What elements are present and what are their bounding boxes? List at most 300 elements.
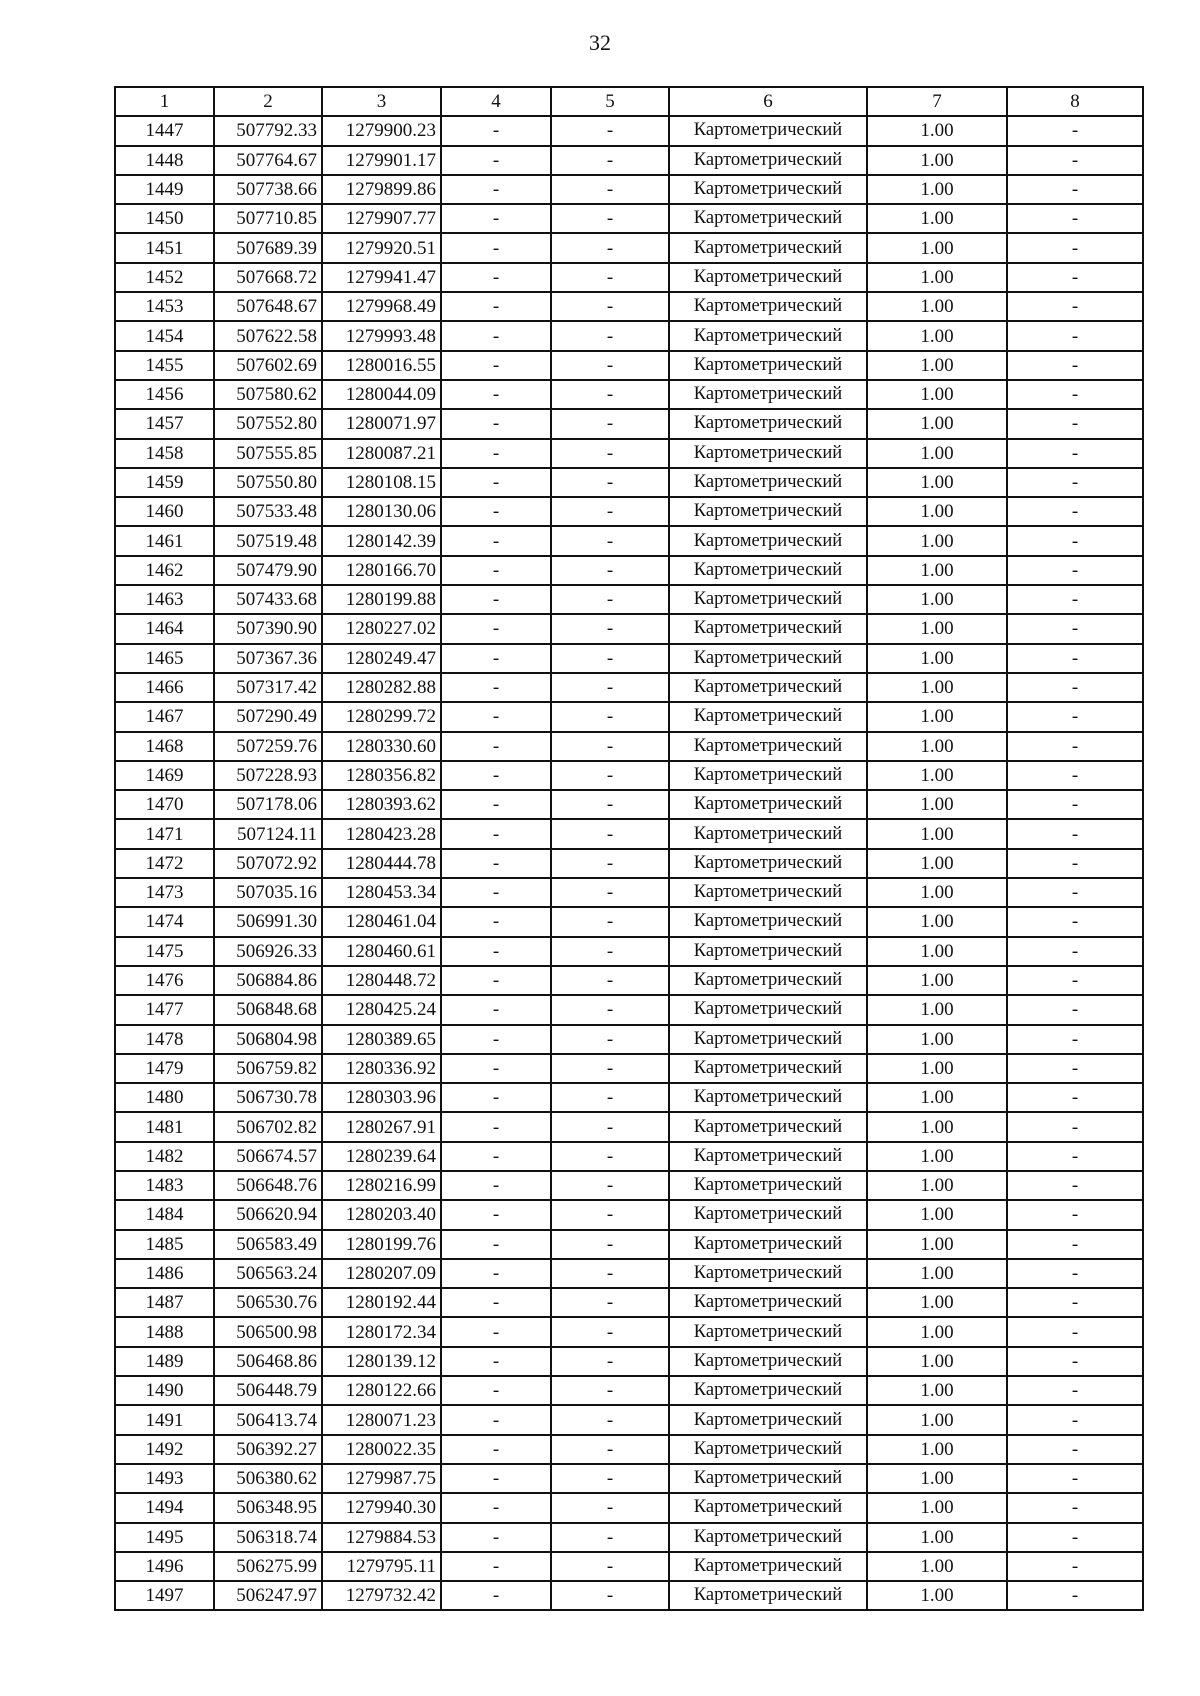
method-cell: Картометрический: [669, 761, 867, 790]
column-header: 8: [1007, 87, 1143, 116]
table-row: [115, 204, 1143, 233]
column-8-cell: -: [1007, 321, 1143, 350]
x-coordinate-cell: 507367.36: [214, 644, 322, 673]
table-row: [115, 849, 1143, 878]
table-row: [115, 732, 1143, 761]
accuracy-cell: 1.00: [867, 292, 1007, 321]
column-header: 3: [322, 87, 441, 116]
y-coordinate-cell: 1280199.76: [322, 1230, 441, 1259]
column-8-cell: -: [1007, 468, 1143, 497]
table-row: [115, 1552, 1143, 1581]
x-coordinate-cell: 506348.95: [214, 1493, 322, 1522]
point-number-cell: 1456: [115, 380, 214, 409]
accuracy-cell: 1.00: [867, 1523, 1007, 1552]
column-4-cell: -: [441, 526, 551, 555]
column-header: 4: [441, 87, 551, 116]
x-coordinate-cell: 507228.93: [214, 761, 322, 790]
method-cell: Картометрический: [669, 146, 867, 175]
table-row: [115, 146, 1143, 175]
point-number-cell: 1475: [115, 937, 214, 966]
x-coordinate-cell: 507433.68: [214, 585, 322, 614]
y-coordinate-cell: 1280249.47: [322, 644, 441, 673]
point-number-cell: 1447: [115, 116, 214, 145]
coordinates-table: [114, 86, 1144, 1611]
accuracy-cell: 1.00: [867, 526, 1007, 555]
accuracy-cell: 1.00: [867, 1288, 1007, 1317]
point-number-cell: 1478: [115, 1025, 214, 1054]
column-5-cell: -: [551, 233, 669, 262]
column-5-cell: -: [551, 1259, 669, 1288]
y-coordinate-cell: 1280239.64: [322, 1142, 441, 1171]
accuracy-cell: 1.00: [867, 732, 1007, 761]
x-coordinate-cell: 506884.86: [214, 966, 322, 995]
point-number-cell: 1463: [115, 585, 214, 614]
column-5-cell: -: [551, 1083, 669, 1112]
point-number-cell: 1487: [115, 1288, 214, 1317]
y-coordinate-cell: 1280122.66: [322, 1376, 441, 1405]
method-cell: Картометрический: [669, 1025, 867, 1054]
table-row: [115, 1230, 1143, 1259]
column-4-cell: -: [441, 1171, 551, 1200]
column-8-cell: -: [1007, 907, 1143, 936]
column-8-cell: -: [1007, 204, 1143, 233]
column-8-cell: -: [1007, 878, 1143, 907]
method-cell: Картометрический: [669, 204, 867, 233]
accuracy-cell: 1.00: [867, 439, 1007, 468]
point-number-cell: 1470: [115, 790, 214, 819]
column-8-cell: -: [1007, 995, 1143, 1024]
x-coordinate-cell: 506500.98: [214, 1317, 322, 1346]
table-row: [115, 995, 1143, 1024]
point-number-cell: 1493: [115, 1464, 214, 1493]
column-5-cell: -: [551, 1025, 669, 1054]
method-cell: Картометрический: [669, 351, 867, 380]
method-cell: Картометрический: [669, 819, 867, 848]
column-5-cell: -: [551, 1581, 669, 1610]
point-number-cell: 1471: [115, 819, 214, 848]
x-coordinate-cell: 507533.48: [214, 497, 322, 526]
point-number-cell: 1483: [115, 1171, 214, 1200]
column-5-cell: -: [551, 1230, 669, 1259]
point-number-cell: 1479: [115, 1054, 214, 1083]
table-row: [115, 673, 1143, 702]
column-4-cell: -: [441, 351, 551, 380]
point-number-cell: 1480: [115, 1083, 214, 1112]
accuracy-cell: 1.00: [867, 644, 1007, 673]
method-cell: Картометрический: [669, 1288, 867, 1317]
column-8-cell: -: [1007, 1171, 1143, 1200]
point-number-cell: 1452: [115, 263, 214, 292]
table-row: [115, 1171, 1143, 1200]
table-row: [115, 1523, 1143, 1552]
y-coordinate-cell: 1279884.53: [322, 1523, 441, 1552]
point-number-cell: 1489: [115, 1347, 214, 1376]
column-8-cell: -: [1007, 1581, 1143, 1610]
y-coordinate-cell: 1280071.97: [322, 409, 441, 438]
column-8-cell: -: [1007, 644, 1143, 673]
column-4-cell: -: [441, 1523, 551, 1552]
column-5-cell: -: [551, 937, 669, 966]
x-coordinate-cell: 507124.11: [214, 819, 322, 848]
accuracy-cell: 1.00: [867, 995, 1007, 1024]
x-coordinate-cell: 506702.82: [214, 1112, 322, 1141]
column-8-cell: -: [1007, 1523, 1143, 1552]
column-5-cell: -: [551, 1200, 669, 1229]
column-8-cell: -: [1007, 1376, 1143, 1405]
method-cell: Картометрический: [669, 1083, 867, 1112]
column-4-cell: -: [441, 819, 551, 848]
x-coordinate-cell: 507689.39: [214, 233, 322, 262]
point-number-cell: 1494: [115, 1493, 214, 1522]
accuracy-cell: 1.00: [867, 1464, 1007, 1493]
method-cell: Картометрический: [669, 1200, 867, 1229]
y-coordinate-cell: 1280303.96: [322, 1083, 441, 1112]
accuracy-cell: 1.00: [867, 556, 1007, 585]
column-8-cell: -: [1007, 849, 1143, 878]
column-8-cell: -: [1007, 146, 1143, 175]
table-row: [115, 1083, 1143, 1112]
column-4-cell: -: [441, 1142, 551, 1171]
table-row: [115, 380, 1143, 409]
y-coordinate-cell: 1279940.30: [322, 1493, 441, 1522]
point-number-cell: 1490: [115, 1376, 214, 1405]
x-coordinate-cell: 506392.27: [214, 1435, 322, 1464]
column-4-cell: -: [441, 585, 551, 614]
x-coordinate-cell: 507390.90: [214, 614, 322, 643]
column-8-cell: -: [1007, 1288, 1143, 1317]
column-5-cell: -: [551, 409, 669, 438]
y-coordinate-cell: 1280172.34: [322, 1317, 441, 1346]
y-coordinate-cell: 1280423.28: [322, 819, 441, 848]
accuracy-cell: 1.00: [867, 790, 1007, 819]
accuracy-cell: 1.00: [867, 204, 1007, 233]
column-header: 7: [867, 87, 1007, 116]
header-row: [115, 87, 1143, 116]
point-number-cell: 1459: [115, 468, 214, 497]
column-8-cell: -: [1007, 409, 1143, 438]
x-coordinate-cell: 506413.74: [214, 1405, 322, 1434]
point-number-cell: 1485: [115, 1230, 214, 1259]
method-cell: Картометрический: [669, 468, 867, 497]
y-coordinate-cell: 1279907.77: [322, 204, 441, 233]
column-8-cell: -: [1007, 673, 1143, 702]
method-cell: Картометрический: [669, 1259, 867, 1288]
table-row: [115, 878, 1143, 907]
column-5-cell: -: [551, 614, 669, 643]
method-cell: Картометрический: [669, 439, 867, 468]
column-5-cell: -: [551, 1347, 669, 1376]
column-4-cell: -: [441, 1317, 551, 1346]
method-cell: Картометрический: [669, 263, 867, 292]
column-4-cell: -: [441, 1112, 551, 1141]
table-row: [115, 1581, 1143, 1610]
method-cell: Картометрический: [669, 497, 867, 526]
accuracy-cell: 1.00: [867, 1200, 1007, 1229]
column-8-cell: -: [1007, 116, 1143, 145]
method-cell: Картометрический: [669, 585, 867, 614]
x-coordinate-cell: 506759.82: [214, 1054, 322, 1083]
column-4-cell: -: [441, 1376, 551, 1405]
column-5-cell: -: [551, 321, 669, 350]
method-cell: Картометрический: [669, 321, 867, 350]
x-coordinate-cell: 507479.90: [214, 556, 322, 585]
column-4-cell: -: [441, 702, 551, 731]
column-5-cell: -: [551, 819, 669, 848]
y-coordinate-cell: 1280267.91: [322, 1112, 441, 1141]
column-4-cell: -: [441, 146, 551, 175]
column-4-cell: -: [441, 1054, 551, 1083]
point-number-cell: 1461: [115, 526, 214, 555]
column-4-cell: -: [441, 849, 551, 878]
point-number-cell: 1492: [115, 1435, 214, 1464]
method-cell: Картометрический: [669, 1493, 867, 1522]
x-coordinate-cell: 506275.99: [214, 1552, 322, 1581]
column-8-cell: -: [1007, 1493, 1143, 1522]
table-body: [115, 116, 1143, 1610]
x-coordinate-cell: 506318.74: [214, 1523, 322, 1552]
method-cell: Картометрический: [669, 1523, 867, 1552]
column-4-cell: -: [441, 1025, 551, 1054]
x-coordinate-cell: 506620.94: [214, 1200, 322, 1229]
method-cell: Картометрический: [669, 233, 867, 262]
method-cell: Картометрический: [669, 673, 867, 702]
x-coordinate-cell: 507668.72: [214, 263, 322, 292]
table-row: [115, 819, 1143, 848]
column-5-cell: -: [551, 790, 669, 819]
method-cell: Картометрический: [669, 175, 867, 204]
column-5-cell: -: [551, 907, 669, 936]
y-coordinate-cell: 1279900.23: [322, 116, 441, 145]
y-coordinate-cell: 1280282.88: [322, 673, 441, 702]
method-cell: Картометрический: [669, 1552, 867, 1581]
accuracy-cell: 1.00: [867, 1230, 1007, 1259]
column-5-cell: -: [551, 146, 669, 175]
y-coordinate-cell: 1280166.70: [322, 556, 441, 585]
accuracy-cell: 1.00: [867, 233, 1007, 262]
point-number-cell: 1464: [115, 614, 214, 643]
column-4-cell: -: [441, 937, 551, 966]
accuracy-cell: 1.00: [867, 497, 1007, 526]
point-number-cell: 1457: [115, 409, 214, 438]
point-number-cell: 1453: [115, 292, 214, 321]
method-cell: Картометрический: [669, 1464, 867, 1493]
point-number-cell: 1454: [115, 321, 214, 350]
column-header: 1: [115, 87, 214, 116]
column-8-cell: -: [1007, 1435, 1143, 1464]
table-row: [115, 468, 1143, 497]
method-cell: Картометрический: [669, 1376, 867, 1405]
table-row: [115, 1376, 1143, 1405]
x-coordinate-cell: 506448.79: [214, 1376, 322, 1405]
point-number-cell: 1468: [115, 732, 214, 761]
table-row: [115, 761, 1143, 790]
table-row: [115, 702, 1143, 731]
y-coordinate-cell: 1280448.72: [322, 966, 441, 995]
x-coordinate-cell: 506530.76: [214, 1288, 322, 1317]
accuracy-cell: 1.00: [867, 468, 1007, 497]
column-8-cell: -: [1007, 263, 1143, 292]
column-5-cell: -: [551, 116, 669, 145]
x-coordinate-cell: 507602.69: [214, 351, 322, 380]
column-8-cell: -: [1007, 819, 1143, 848]
method-cell: Картометрический: [669, 526, 867, 555]
column-4-cell: -: [441, 644, 551, 673]
method-cell: Картометрический: [669, 556, 867, 585]
column-5-cell: -: [551, 175, 669, 204]
column-4-cell: -: [441, 204, 551, 233]
y-coordinate-cell: 1279732.42: [322, 1581, 441, 1610]
method-cell: Картометрический: [669, 409, 867, 438]
point-number-cell: 1496: [115, 1552, 214, 1581]
column-8-cell: -: [1007, 1054, 1143, 1083]
column-4-cell: -: [441, 1083, 551, 1112]
y-coordinate-cell: 1280461.04: [322, 907, 441, 936]
column-8-cell: -: [1007, 966, 1143, 995]
table-row: [115, 1317, 1143, 1346]
column-header: 5: [551, 87, 669, 116]
y-coordinate-cell: 1279993.48: [322, 321, 441, 350]
table-row: [115, 263, 1143, 292]
column-4-cell: -: [441, 1200, 551, 1229]
point-number-cell: 1488: [115, 1317, 214, 1346]
method-cell: Картометрический: [669, 1171, 867, 1200]
column-5-cell: -: [551, 673, 669, 702]
column-8-cell: -: [1007, 1317, 1143, 1346]
point-number-cell: 1481: [115, 1112, 214, 1141]
method-cell: Картометрический: [669, 1317, 867, 1346]
column-4-cell: -: [441, 497, 551, 526]
point-number-cell: 1482: [115, 1142, 214, 1171]
accuracy-cell: 1.00: [867, 1317, 1007, 1346]
accuracy-cell: 1.00: [867, 585, 1007, 614]
accuracy-cell: 1.00: [867, 116, 1007, 145]
column-4-cell: -: [441, 732, 551, 761]
table-row: [115, 966, 1143, 995]
x-coordinate-cell: 507290.49: [214, 702, 322, 731]
column-8-cell: -: [1007, 937, 1143, 966]
table-row: [115, 1493, 1143, 1522]
y-coordinate-cell: 1280192.44: [322, 1288, 441, 1317]
x-coordinate-cell: 507738.66: [214, 175, 322, 204]
column-8-cell: -: [1007, 175, 1143, 204]
accuracy-cell: 1.00: [867, 1142, 1007, 1171]
y-coordinate-cell: 1280460.61: [322, 937, 441, 966]
column-5-cell: -: [551, 204, 669, 233]
point-number-cell: 1474: [115, 907, 214, 936]
method-cell: Картометрический: [669, 1581, 867, 1610]
y-coordinate-cell: 1279968.49: [322, 292, 441, 321]
y-coordinate-cell: 1280139.12: [322, 1347, 441, 1376]
column-8-cell: -: [1007, 1112, 1143, 1141]
accuracy-cell: 1.00: [867, 761, 1007, 790]
point-number-cell: 1466: [115, 673, 214, 702]
table-row: [115, 585, 1143, 614]
method-cell: Картометрический: [669, 849, 867, 878]
table-row: [115, 1259, 1143, 1288]
y-coordinate-cell: 1280087.21: [322, 439, 441, 468]
table-row: [115, 321, 1143, 350]
accuracy-cell: 1.00: [867, 1435, 1007, 1464]
column-4-cell: -: [441, 907, 551, 936]
accuracy-cell: 1.00: [867, 1171, 1007, 1200]
accuracy-cell: 1.00: [867, 1347, 1007, 1376]
column-header: 2: [214, 87, 322, 116]
table-row: [115, 116, 1143, 145]
column-5-cell: -: [551, 1464, 669, 1493]
point-number-cell: 1450: [115, 204, 214, 233]
method-cell: Картометрический: [669, 1435, 867, 1464]
table-row: [115, 497, 1143, 526]
x-coordinate-cell: 507580.62: [214, 380, 322, 409]
y-coordinate-cell: 1280227.02: [322, 614, 441, 643]
y-coordinate-cell: 1280108.15: [322, 468, 441, 497]
column-5-cell: -: [551, 439, 669, 468]
method-cell: Картометрический: [669, 907, 867, 936]
x-coordinate-cell: 507648.67: [214, 292, 322, 321]
table-row: [115, 937, 1143, 966]
column-4-cell: -: [441, 468, 551, 497]
table-row: [115, 1054, 1143, 1083]
column-4-cell: -: [441, 1259, 551, 1288]
column-5-cell: -: [551, 1054, 669, 1083]
column-8-cell: -: [1007, 1347, 1143, 1376]
column-8-cell: -: [1007, 556, 1143, 585]
x-coordinate-cell: 507555.85: [214, 439, 322, 468]
method-cell: Картометрический: [669, 1054, 867, 1083]
accuracy-cell: 1.00: [867, 819, 1007, 848]
column-8-cell: -: [1007, 351, 1143, 380]
column-5-cell: -: [551, 1552, 669, 1581]
y-coordinate-cell: 1280016.55: [322, 351, 441, 380]
x-coordinate-cell: 507550.80: [214, 468, 322, 497]
method-cell: Картометрический: [669, 1112, 867, 1141]
x-coordinate-cell: 507622.58: [214, 321, 322, 350]
column-5-cell: -: [551, 497, 669, 526]
column-5-cell: -: [551, 702, 669, 731]
point-number-cell: 1467: [115, 702, 214, 731]
method-cell: Картометрический: [669, 995, 867, 1024]
y-coordinate-cell: 1279987.75: [322, 1464, 441, 1493]
point-number-cell: 1455: [115, 351, 214, 380]
column-5-cell: -: [551, 1405, 669, 1434]
column-5-cell: -: [551, 1435, 669, 1464]
column-4-cell: -: [441, 1230, 551, 1259]
column-4-cell: -: [441, 878, 551, 907]
y-coordinate-cell: 1279941.47: [322, 263, 441, 292]
accuracy-cell: 1.00: [867, 409, 1007, 438]
column-5-cell: -: [551, 966, 669, 995]
table-row: [115, 292, 1143, 321]
point-number-cell: 1465: [115, 644, 214, 673]
column-4-cell: -: [441, 175, 551, 204]
column-4-cell: -: [441, 556, 551, 585]
table-row: [115, 614, 1143, 643]
column-5-cell: -: [551, 526, 669, 555]
accuracy-cell: 1.00: [867, 907, 1007, 936]
table-row: [115, 644, 1143, 673]
column-8-cell: -: [1007, 1259, 1143, 1288]
column-8-cell: -: [1007, 1230, 1143, 1259]
column-8-cell: -: [1007, 1405, 1143, 1434]
column-5-cell: -: [551, 1171, 669, 1200]
x-coordinate-cell: 506991.30: [214, 907, 322, 936]
x-coordinate-cell: 507035.16: [214, 878, 322, 907]
accuracy-cell: 1.00: [867, 1376, 1007, 1405]
accuracy-cell: 1.00: [867, 1552, 1007, 1581]
column-5-cell: -: [551, 468, 669, 497]
point-number-cell: 1477: [115, 995, 214, 1024]
column-8-cell: -: [1007, 790, 1143, 819]
